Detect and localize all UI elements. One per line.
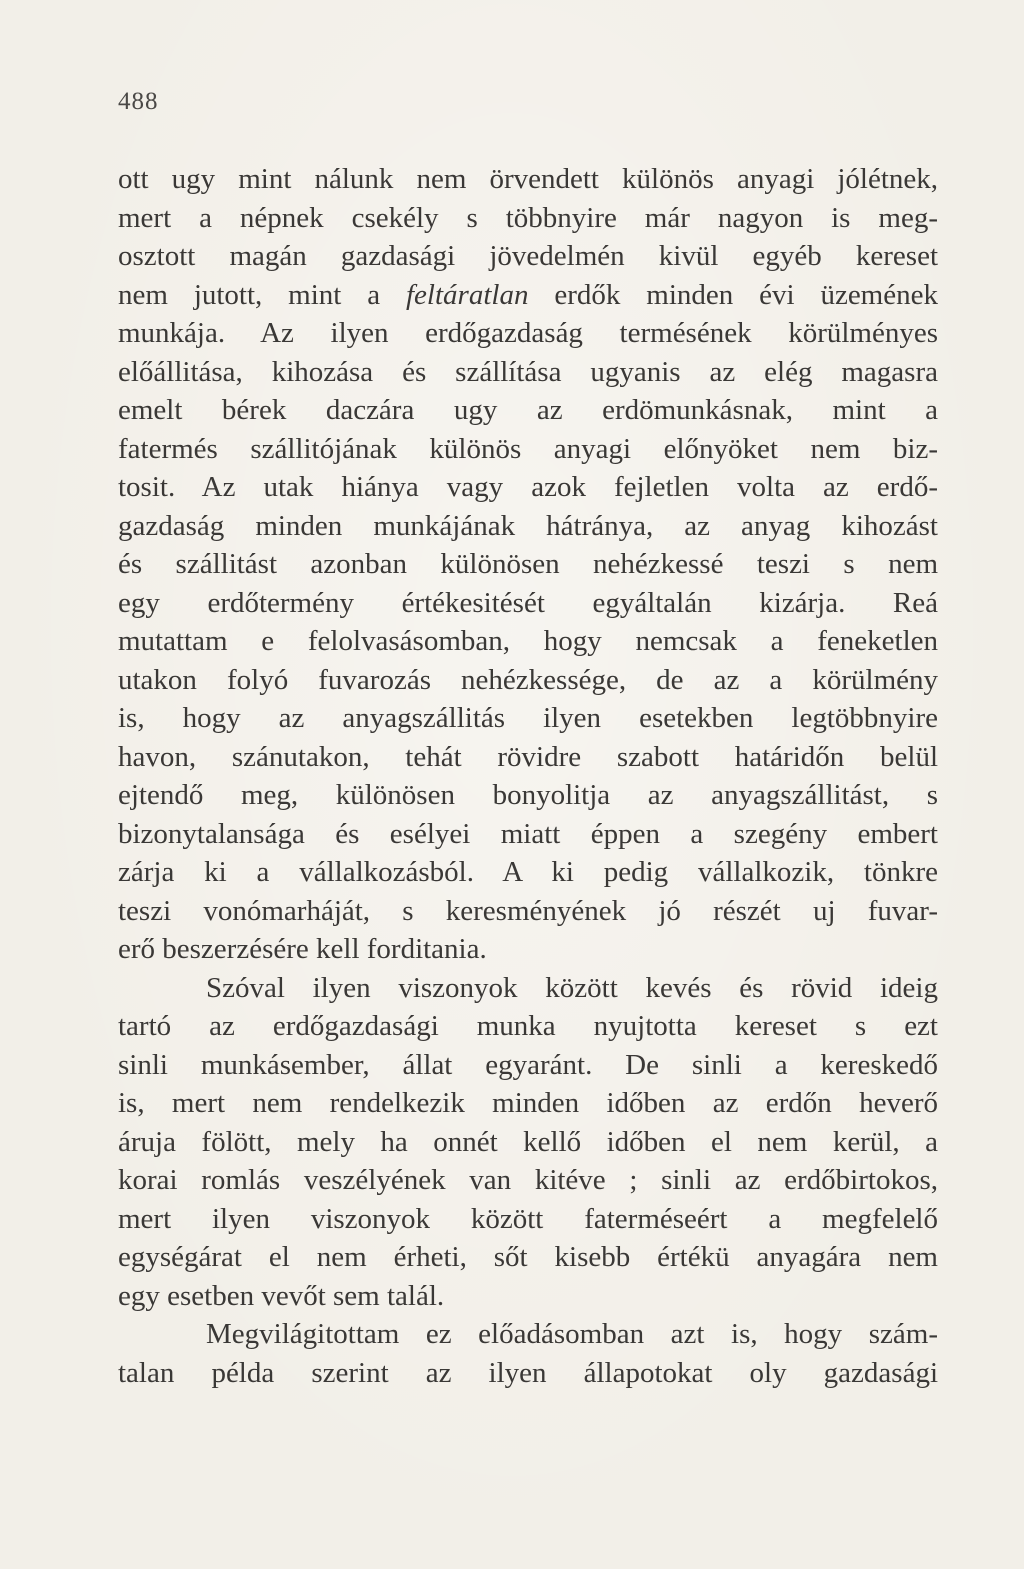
- text-line: egy esetben vevőt sem talál.: [118, 1279, 445, 1312]
- text-line: korai romlás veszélyének van kitéve ; sinli az erdőbirtokos,: [118, 1164, 938, 1196]
- text-line: bizonytalansága és esélyei miatt éppen a szegény embert: [118, 817, 938, 850]
- text-line: előállitása, kihozása és szállítása ugyanis az elég magasra: [118, 355, 938, 388]
- text-line: teszi vonómarháját, s keresményének jó részét uj fuvar-: [118, 894, 938, 927]
- text-line: egy erdőtermény értékesitését egyáltalán kizárja. Reá: [118, 586, 938, 619]
- text-line: ejtendő meg, különösen bonyolitja az anyagszállitást, s: [118, 779, 938, 811]
- text-line: mert a népnek csekély s többnyire már nagyon is meg-: [118, 201, 938, 234]
- text-line: utakon folyó fuvarozás nehézkessége, de az a körülmény: [118, 663, 938, 696]
- text-line: zárja ki a vállalkozásból. A ki pedig vállalkozik, tönkre: [118, 856, 938, 888]
- text-line: nem jutott, mint a feltáratlan erdők minden évi üzemének: [118, 278, 938, 311]
- text-line: is, hogy az anyagszállitás ilyen esetekben legtöbbnyire: [118, 702, 938, 734]
- text-line: talan példa szerint az ilyen állapotokat oly gazdasági: [118, 1356, 938, 1389]
- text-line: emelt bérek daczára ugy az erdömunkásnak, mint a: [118, 394, 938, 426]
- text-line: mert ilyen viszonyok között faterméseért a megfelelő: [118, 1202, 938, 1235]
- text-line: Szóval ilyen viszonyok között kevés és rövid ideig: [206, 971, 938, 1004]
- text-line: sinli munkásember, állat egyaránt. De sinli a kereskedő: [118, 1048, 938, 1081]
- emphasized-word: feltáratlan: [406, 278, 529, 311]
- text-line: ott ugy mint nálunk nem örvendett különös anyagi jólétnek,: [118, 163, 938, 195]
- text-line: is, mert nem rendelkezik minden időben az erdőn heverő: [118, 1087, 938, 1119]
- text-line: osztott magán gazdasági jövedelmén kivül egyéb kereset: [118, 240, 938, 272]
- text-line: havon, szánutakon, tehát rövidre szabott határidőn belül: [118, 740, 938, 773]
- text-line: mutattam e felolvasásomban, hogy nemcsak a feneketlen: [118, 625, 938, 657]
- text-line: fatermés szállitójának különös anyagi előnyöket nem biz-: [118, 432, 938, 465]
- text-line: tosit. Az utak hiánya vagy azok fejletlen volta az erdő-: [118, 471, 938, 503]
- body-text: [118, 160, 938, 1392]
- text-line: és szállitást azonban különösen nehézkessé teszi s nem: [118, 548, 938, 580]
- text-line: egységárat el nem érheti, sőt kisebb értékü anyagára nem: [118, 1241, 938, 1273]
- text-line: gazdaság minden munkájának hátránya, az anyag kihozást: [118, 509, 938, 542]
- text-line: munkája. Az ilyen erdőgazdaság termésének körülményes: [118, 317, 938, 349]
- text-line: tartó az erdőgazdasági munka nyujtotta kereset s ezt: [118, 1010, 938, 1042]
- text-line: erő beszerzésére kell forditania.: [118, 933, 487, 965]
- text-line: Megvilágitottam ez előadásomban azt is, hogy szám-: [206, 1318, 938, 1350]
- text-line: áruja fölött, mely ha onnét kellő időben el nem kerül, a: [118, 1125, 938, 1158]
- page-number: 488: [118, 88, 159, 115]
